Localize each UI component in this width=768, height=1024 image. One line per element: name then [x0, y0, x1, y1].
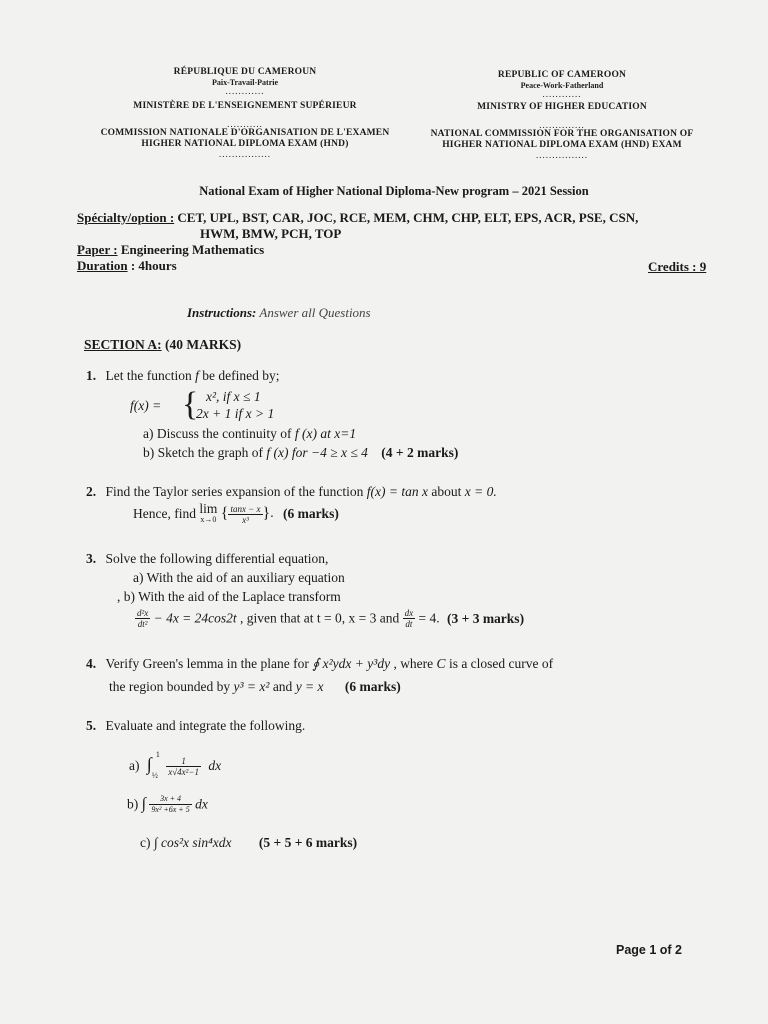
- q4-text3: is a closed curve of: [445, 656, 554, 671]
- q1-part-b: [143, 445, 458, 461]
- q5-part-a: [129, 752, 221, 780]
- q4-and: and: [269, 679, 296, 694]
- q5-b-num: 3x + 4: [149, 794, 191, 805]
- q2-marks: (6 marks): [282, 506, 339, 521]
- q1-b-math: f (x) for −4 ≥ x ≤ 4: [266, 445, 368, 460]
- section-marks: (40 MARKS): [161, 337, 242, 352]
- q5-b-int: ∫: [141, 795, 147, 813]
- q5-a-integral: [147, 752, 163, 780]
- q1-number: 1.: [86, 368, 97, 383]
- q3-d2x: d²x: [137, 608, 149, 618]
- section-label: SECTION A:: [84, 337, 162, 352]
- q2-fraction: [228, 504, 262, 525]
- q4-math2: y³ = x²: [233, 679, 270, 694]
- specialty-label: Spécialty/option :: [77, 210, 175, 225]
- q5-a-num: 1: [166, 756, 201, 767]
- q4-math: ∮ x²ydx + y³dy: [312, 656, 391, 671]
- header-left-ministry: MINISTÈRE DE L'ENSEIGNEMENT SUPÉRIEUR: [133, 101, 357, 111]
- header-left: [95, 67, 395, 158]
- q4-text: Verify Green's lemma in the plane for: [105, 656, 313, 671]
- question-2: [86, 484, 746, 500]
- q3-equation: [135, 608, 524, 629]
- q3-eq-end: = 4.: [415, 610, 440, 626]
- q5-marks: (5 + 5 + 6 marks): [258, 835, 358, 850]
- q5-a-den: x√4x²−1: [168, 766, 199, 777]
- q5-a-lower: ½: [151, 771, 158, 780]
- specialty-line1: CET, UPL, BST, CAR, JOC, RCE, MEM, CHM, CHP, ELT, EPS, ACR, PSE, CSN,: [174, 210, 639, 225]
- q2-lim: lim: [199, 501, 218, 516]
- q4-math3: y = x: [295, 679, 324, 694]
- specialty-line2: HWM, BMW, PCH, TOP: [200, 226, 342, 241]
- q3-frac-d2x: [135, 608, 150, 629]
- q2-hence: Hence, find lim x→0 { $\frac{\tan x - x}{\text{x³}}$ }. (6 marks): [133, 501, 339, 525]
- q5-text: Evaluate and integrate the following.: [105, 718, 306, 733]
- q3-dt: dt: [405, 619, 413, 629]
- q4-c: C: [436, 656, 446, 671]
- q3-text: Solve the following differential equation,: [105, 551, 329, 566]
- header-left-motto: Paix-Travail-Patrie: [211, 78, 279, 87]
- q5-a-upper: 1: [155, 750, 160, 759]
- q3-part-b: [117, 589, 341, 605]
- q5-a-int: ∫: [146, 754, 152, 774]
- q5-number: 5.: [86, 718, 97, 733]
- q1-a-text: a) Discuss the continuity of: [143, 426, 295, 441]
- q4-number: 4.: [86, 656, 97, 671]
- instructions-label: Instructions:: [187, 305, 257, 320]
- q2-math2: x = 0.: [464, 484, 497, 499]
- q5-b-label: b): [127, 796, 139, 812]
- q2-limit: [199, 503, 217, 525]
- q5-a-dx: dx: [208, 758, 222, 773]
- specialty-block: [77, 210, 727, 274]
- q1-case2: 2x + 1 if x > 1: [196, 406, 275, 421]
- question-4: [86, 656, 756, 672]
- section-title: [84, 337, 241, 353]
- q3-eq-mid: − 4x = 24cos2t: [150, 610, 237, 626]
- header-left-commission-2: HIGHER NATIONAL DIPLOMA EXAM (HND): [141, 139, 349, 149]
- header-left-dots2: ...........: [227, 119, 263, 129]
- q5-c-math: ∫ cos²x sin⁴xdx: [153, 835, 232, 850]
- q5-part-c: [140, 835, 357, 851]
- q1-part-a: [143, 426, 356, 442]
- q3-given: , given that at t = 0, x = 3 and: [236, 610, 403, 626]
- header-right-country: REPUBLIC OF CAMEROON: [497, 70, 627, 80]
- q4-line2: [109, 679, 401, 695]
- q1-case1: x², if x ≤ 1: [206, 389, 261, 404]
- page-number: Page 1 of 2: [616, 943, 682, 957]
- q2-text: Find the Taylor series expansion of the function: [105, 484, 367, 499]
- q4-marks: (6 marks): [344, 679, 401, 694]
- q3-dx: dx: [404, 608, 414, 618]
- q3-b-comma: ,: [117, 589, 124, 604]
- q1-stem: [86, 368, 726, 384]
- q2-math: f(x) = tan x: [366, 484, 428, 499]
- credits: Credits : 9: [648, 259, 707, 274]
- q5-b-fraction: [149, 794, 191, 815]
- header-right-commission-2: HIGHER NATIONAL DIPLOMA EXAM (HND) EXAM: [442, 140, 682, 150]
- paper-label: Paper :: [77, 242, 118, 257]
- q5-b-dx: dx: [195, 796, 208, 812]
- q5-b-den: 9x² +6x + 5: [151, 805, 190, 814]
- q5-part-b: [127, 794, 208, 815]
- q1-marks: (4 + 2 marks): [381, 445, 459, 460]
- paper-value: Engineering Mathematics: [117, 242, 265, 257]
- q3-frac-dx: [403, 608, 416, 629]
- q4-text2: , where: [390, 656, 437, 671]
- header-left-dots: ............: [225, 86, 265, 96]
- q2-frac-den: x³: [242, 514, 249, 525]
- q1-f: f: [195, 368, 199, 383]
- q2-lim-sub: x→0: [200, 515, 217, 524]
- header-right-dots2: ..............: [539, 120, 585, 130]
- q2-brace-close: }: [262, 505, 271, 522]
- q3-dt2: dt²: [137, 619, 148, 629]
- question-5: [86, 718, 305, 734]
- header-right-motto: Peace-Work-Fatherland: [520, 81, 604, 90]
- q1-b-text: b) Sketch the graph of: [143, 445, 267, 460]
- question-3: [86, 551, 328, 567]
- q2-number: 2.: [86, 484, 97, 499]
- q2-text2: about: [427, 484, 465, 499]
- header-right-dots3: ................: [536, 150, 588, 160]
- header-right-commission-1: NATIONAL COMMISSION FOR THE ORGANISATION OF: [430, 129, 694, 139]
- q1-text2: be defined by;: [198, 368, 280, 383]
- q4-line2-text: the region bounded by: [109, 679, 234, 694]
- q5-a-fraction: [166, 756, 201, 777]
- exam-title: National Exam of Higher National Diploma-New program – 2021 Session: [199, 184, 589, 198]
- question-1: [86, 368, 726, 384]
- q1-a-math: f (x) at x=1: [294, 426, 357, 441]
- q1-text: Let the function: [105, 368, 196, 383]
- q3-marks: (3 + 3 marks): [447, 610, 525, 626]
- header-left-commission-1: COMMISSION NATIONALE D'ORGANISATION DE L'EXAMEN: [100, 128, 390, 138]
- duration-value: : 4hours: [127, 258, 177, 273]
- instructions: [187, 305, 371, 321]
- header-right-ministry: MINISTRY OF HIGHER EDUCATION: [477, 102, 647, 112]
- header-left-dots3: ................: [219, 149, 271, 159]
- q2-hence-text: Hence, find: [133, 506, 200, 521]
- q1-brace: {: [182, 386, 199, 423]
- q3-number: 3.: [86, 551, 97, 566]
- header-right: [412, 70, 712, 159]
- q3-b-text: b) With the aid of the Laplace transform: [123, 589, 341, 604]
- header-right-dots: ............: [542, 89, 582, 99]
- q5-c-label: c): [140, 835, 151, 850]
- q1-lhs: f(x) =: [130, 398, 162, 413]
- q2-frac-num: tanx − x: [230, 503, 261, 514]
- q3-part-a: a) With the aid of an auxiliary equation: [133, 570, 345, 585]
- header-left-country: RÉPUBLIQUE DU CAMEROUN: [173, 67, 317, 77]
- duration-label: Duration: [77, 258, 128, 273]
- instructions-value: Answer all Questions: [256, 305, 371, 320]
- q5-a-label: a): [129, 758, 140, 773]
- q2-brace-open: {: [220, 505, 229, 522]
